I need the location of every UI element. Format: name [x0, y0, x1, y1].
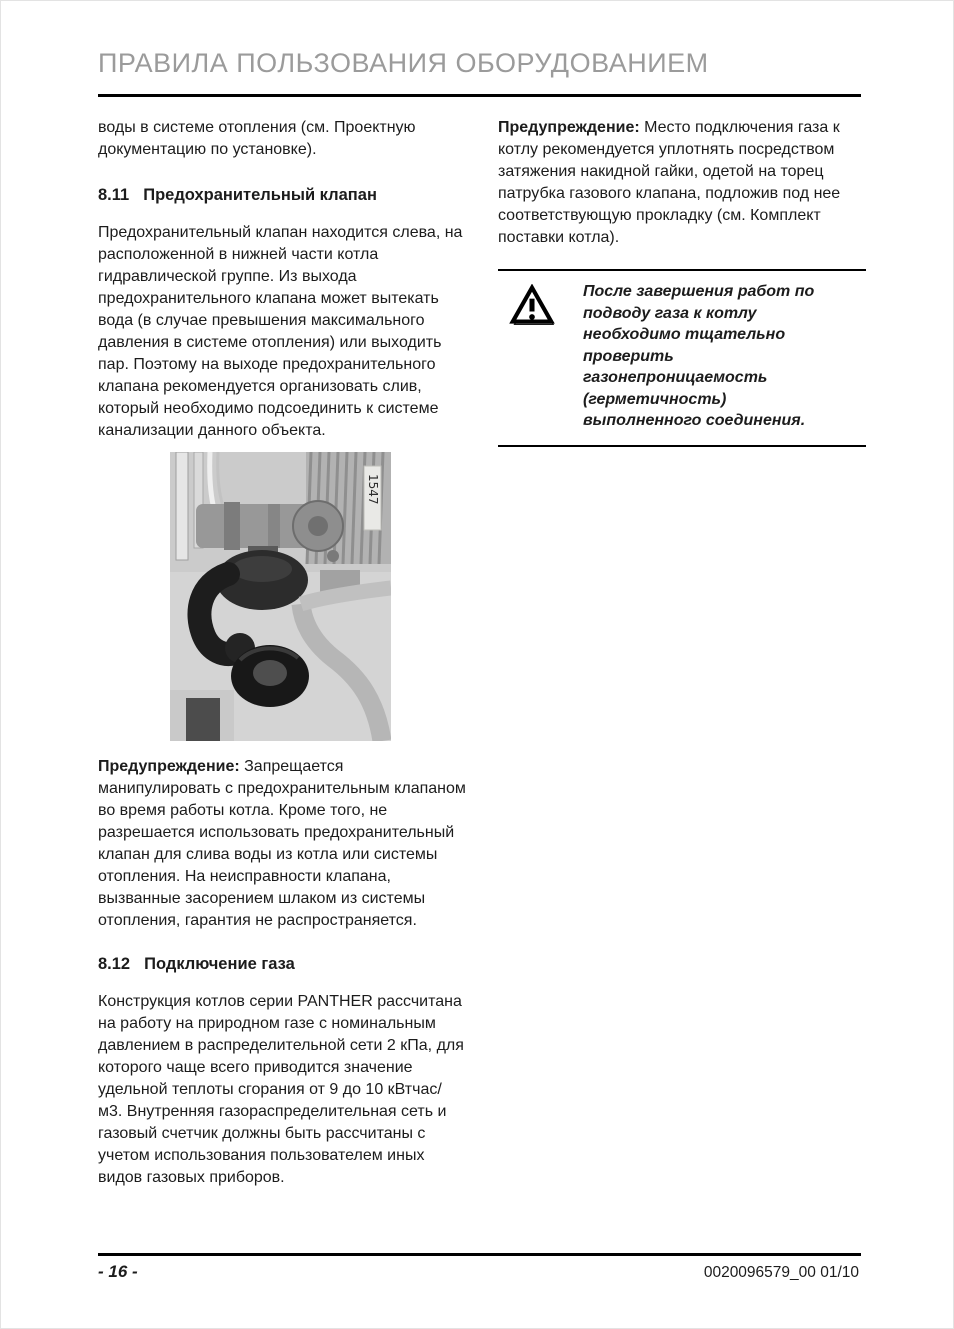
warning-text: Место подключения газа к котлу рекомендуется уплотнять посредством затяжения накидной гайки, одетой на торец патрубка газового клапана, подложив под нее соответствующую прокладку (см. Комплект поставки котла). [498, 119, 841, 246]
section-8-11-body: Предохранительный клапан находится слева, на расположенной в нижней части котла гидравлической группе. Из выхода предохранительного клапана может вытекать вода (в случае превышения максимального давления в системе отопления) или выходить пар. Поэтому на выходе предохранительного клапана рекомендуется организовать слив, который необходимо подсоединить к системе канализации данного объекта. [98, 224, 463, 439]
gas-check-notice [498, 269, 866, 447]
section-8-12-body: Конструкция котлов серии PANTHER рассчитана на работу на природном газе с номинальным давлением в распределительной сети 2 кПа, для которого чаще всего приводится значение удельной теплоты сгорания от 9 до 10 кВтчас/м3. Внутренняя газораспределительная сеть и газовый счетчик должны быть рассчитаны с учетом использования пользователем иных видов газовых приборов. [98, 993, 464, 1186]
section-8-12-title: Подключение газа [144, 955, 295, 973]
safety-valve-photo-graphic [170, 452, 391, 741]
intro-paragraph: воды в системе отопления (см. Проектную документацию по установке). [98, 119, 416, 158]
section-8-12-number: 8.12 [98, 955, 131, 973]
section-8-11-heading [98, 185, 466, 205]
warning-triangle-icon [498, 281, 583, 335]
warning-label: Предупреждение: [498, 119, 640, 136]
footer-rule [98, 1253, 861, 1256]
warning-label: Предупреждение: [98, 758, 240, 775]
header-rule [98, 94, 861, 97]
document-code: 0020096579_00 01/10 [703, 1264, 859, 1281]
left-column [98, 117, 466, 1189]
page-number: - 16 - [98, 1262, 138, 1281]
warning-paragraph-left [98, 756, 466, 932]
notice-text: После завершения работ по подводу газа к котлу необходимо тщательно проверить газонепроницаемость (герметичность) выполненного соединения. [583, 283, 815, 429]
section-8-12-heading [98, 954, 466, 974]
section-8-11-title: Предохранительный клапан [143, 186, 377, 204]
warning-paragraph-right [498, 117, 866, 249]
page-title: ПРАВИЛА ПОЛЬЗОВАНИЯ ОБОРУДОВАНИЕМ [98, 48, 709, 78]
section-8-11-number: 8.11 [98, 186, 130, 204]
right-column [498, 117, 866, 447]
safety-valve-photo [170, 452, 391, 741]
warning-text: Запрещается манипулировать с предохранительным клапаном во время работы котла. Кроме того, не разрешается использовать предохранительный клапан для слива воды из котла или системы отопления. На неисправности клапана, вызванные засорением шлаком из системы отопления, гарантия не распространяется. [98, 758, 466, 929]
photo-serial-label: 1547 [366, 474, 380, 505]
